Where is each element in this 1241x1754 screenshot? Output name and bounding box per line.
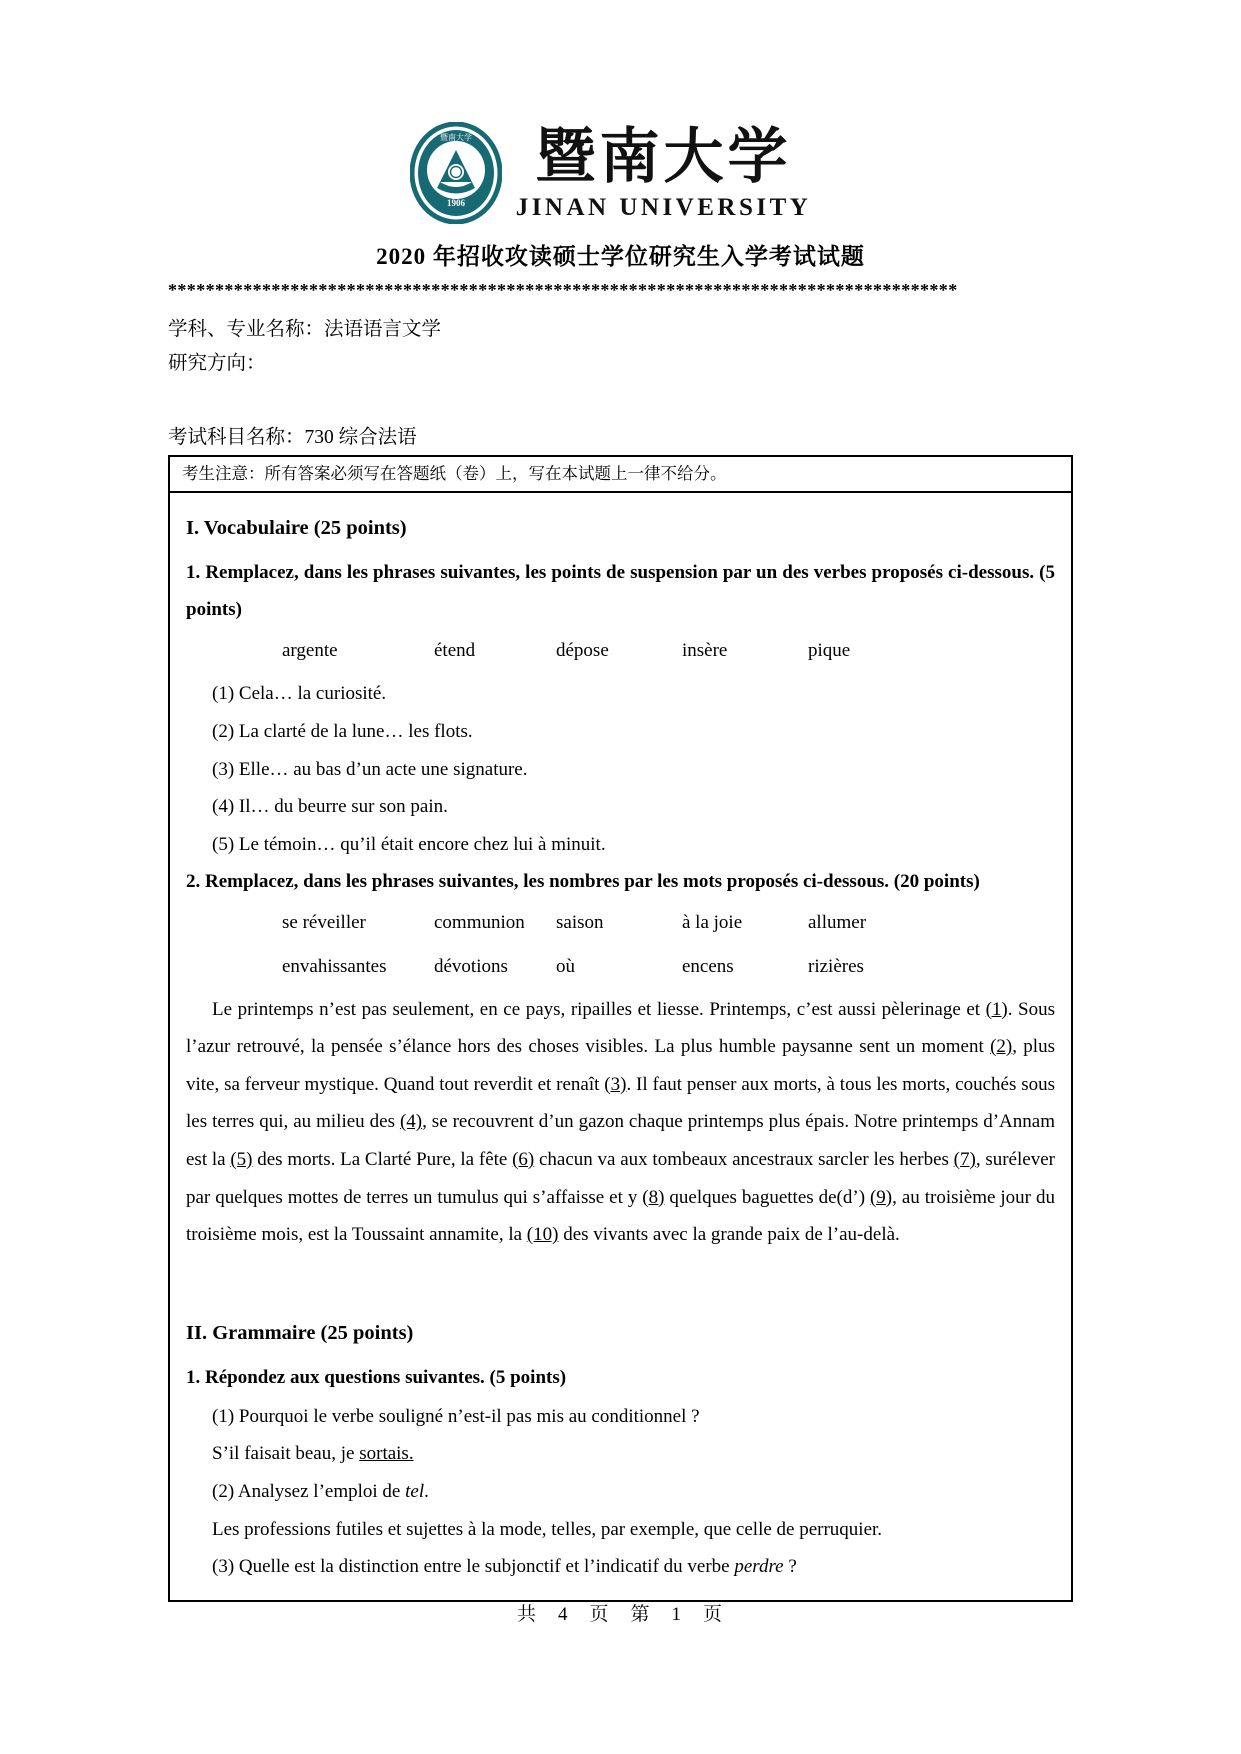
passage-text: Le printemps n’est pas seulement, en ce pays, ripailles et liesse. Printemps, c’est aussi pèlerinage et (212, 998, 986, 1020)
current-page: 1 (671, 1604, 684, 1625)
passage-text: , se recouvrent d’un gazon chaque printemps plus épais. Notre printemps d’Annam est la (186, 1111, 1055, 1171)
passage-text: , surélever par quelques mottes de terres un tumulus qui s’affaisse et y (186, 1149, 1055, 1208)
total-pages-unit: 页 (589, 1604, 611, 1625)
list-item: (3) Elle… au bas d’un acte une signature. (212, 758, 528, 780)
passage-text: , au troisième jour du troisième mois, est la Toussaint annamite, la (186, 1186, 1055, 1246)
university-name-cn: 暨南大学 (535, 123, 792, 190)
university-name-en: JINAN UNIVERSITY (515, 193, 812, 221)
cloze-blank: (8) (642, 1186, 665, 1208)
passage-text: , plus vite, sa ferveur mystique. Quand tout reverdit et renaît (186, 1036, 1055, 1095)
spacer (186, 1254, 1055, 1280)
cloze-blank: (10) (526, 1224, 559, 1246)
exercise-1-items (186, 675, 1055, 863)
logo-wrap (410, 122, 812, 224)
page-footer (0, 1599, 1241, 1626)
question-text: (2) Analysez l’emploi de (212, 1481, 406, 1503)
exam-body (168, 491, 1073, 1602)
cloze-blank: (7) (953, 1149, 976, 1171)
cloze-blank: (4) (399, 1111, 423, 1133)
list-item: (5) Le témoin… qu’il était encore chez lui à minuit. (212, 833, 606, 855)
answer-underlined: sortais. (359, 1443, 414, 1465)
wordbank-item: dévotions (434, 955, 508, 977)
question-italic-term: perdre (734, 1556, 784, 1578)
list-item (212, 1548, 1055, 1586)
exercise-1-instruction: 1. Remplacez, dans les phrases suivantes, les points de suspension par un des verbes proposés ci-dessous. (5 points) (186, 562, 1055, 621)
answer-prefix: S’il faisait beau, je (212, 1443, 360, 1465)
current-page-prefix: 第 (630, 1604, 652, 1625)
candidate-notice-box (168, 455, 1073, 491)
exercise-1-wordbank (186, 632, 1055, 669)
exam-meta (0, 301, 1241, 381)
current-page-unit: 页 (703, 1604, 725, 1625)
cloze-blank: (1) (985, 998, 1008, 1020)
total-pages: 4 (557, 1604, 570, 1625)
discipline-label: 学科、专业名称：法语语言文学 (168, 318, 442, 340)
wordbank-item: dépose (556, 640, 609, 662)
wordbank-item: à la joie (682, 912, 743, 934)
university-logo-block (0, 0, 1241, 224)
wordbank-item: argente (282, 640, 338, 662)
question-suffix: . (424, 1481, 429, 1503)
wordbank-item: où (556, 955, 575, 977)
cloze-blank: (2) (990, 1036, 1013, 1058)
university-seal-icon (410, 122, 502, 224)
wordbank-item: envahissantes (282, 955, 387, 977)
exercise-2-passage (186, 991, 1055, 1254)
cloze-blank: (3) (604, 1073, 627, 1095)
wordbank-item: encens (682, 955, 734, 977)
cloze-blank: (6) (512, 1149, 535, 1171)
wordbank-item: insère (682, 640, 728, 662)
wordbank-item: rizières (808, 955, 864, 977)
list-item: (1) Cela… la curiosité. (212, 683, 387, 705)
question-suffix: ? (783, 1556, 797, 1578)
question-text: (3) Quelle est la distinction entre le subjonctif et l’indicatif du verbe (212, 1556, 735, 1578)
grammar-questions (186, 1398, 1055, 1586)
page-title: 2020 年招收攻读硕士学位研究生入学考试试题 (376, 244, 865, 269)
wordbank-item: allumer (808, 912, 867, 934)
wordbank-item: saison (556, 912, 604, 934)
list-item (212, 1398, 1055, 1436)
list-item (212, 1435, 1055, 1473)
section-title-vocabulaire: I. Vocabulaire (25 points) (186, 517, 407, 540)
exercise-2-instruction: 2. Remplacez, dans les phrases suivantes, les nombres par les mots proposés ci-dessous. (20 points) (186, 871, 980, 893)
university-wordmark (515, 123, 812, 221)
wordbank-item: pique (808, 640, 851, 662)
grammar-exercise-1-instruction: 1. Répondez aux questions suivantes. (5 points) (186, 1366, 567, 1388)
exercise-2-wordbank-row1 (186, 904, 1055, 941)
passage-text: chacun va aux tombeaux ancestraux sarcler les herbes (534, 1149, 954, 1171)
wordbank-item: communion (434, 912, 525, 934)
question-italic-term: tel (405, 1481, 425, 1503)
cloze-blank: (9) (869, 1186, 893, 1208)
passage-text: des morts. La Clarté Pure, la fête (252, 1149, 513, 1171)
section-title-grammaire: II. Grammaire (25 points) (186, 1321, 414, 1344)
list-item: (2) La clarté de la lune… les flots. (212, 721, 473, 742)
cloze-blank: (5) (230, 1149, 253, 1171)
list-item: (4) Il… du beurre sur son pain. (212, 796, 448, 818)
passage-text: quelques baguettes de(d’) (664, 1186, 870, 1208)
passage-text: . Il faut penser aux morts, à tous les morts, couchés sous les terres qui, au milieu des (186, 1073, 1055, 1133)
wordbank-item: se réveiller (282, 912, 366, 934)
research-direction-label: 研究方向： (168, 352, 266, 374)
svg-text:1906: 1906 (446, 198, 465, 208)
total-pages-prefix: 共 (516, 1604, 538, 1625)
subject-label: 考试科目名称：730 综合法语 (168, 427, 417, 449)
list-item (212, 1473, 1055, 1511)
exercise-2-wordbank-row2 (186, 948, 1055, 985)
svg-text:暨南大学: 暨南大学 (439, 133, 472, 142)
answer-text: Les professions futiles et sujettes à la mode, telles, par exemple, que celle de perruquier. (212, 1518, 883, 1540)
wordbank-item: étend (434, 640, 476, 662)
question-text: (1) Pourquoi le verbe souligné n’est-il pas mis au conditionnel ? (212, 1405, 700, 1427)
star-separator: ************************************************************************************ (168, 281, 958, 300)
list-item (212, 1511, 1055, 1549)
candidate-notice-text: 考生注意：所有答案必须写在答题纸（卷）上，写在本试题上一律不给分。 (182, 464, 727, 484)
passage-text: . Sous l’azur retrouvé, la pensée s’élance hors des choses visibles. La plus humble paysanne sent un moment (186, 998, 1055, 1058)
passage-text: des vivants avec la grande paix de l’au-delà. (558, 1224, 900, 1246)
